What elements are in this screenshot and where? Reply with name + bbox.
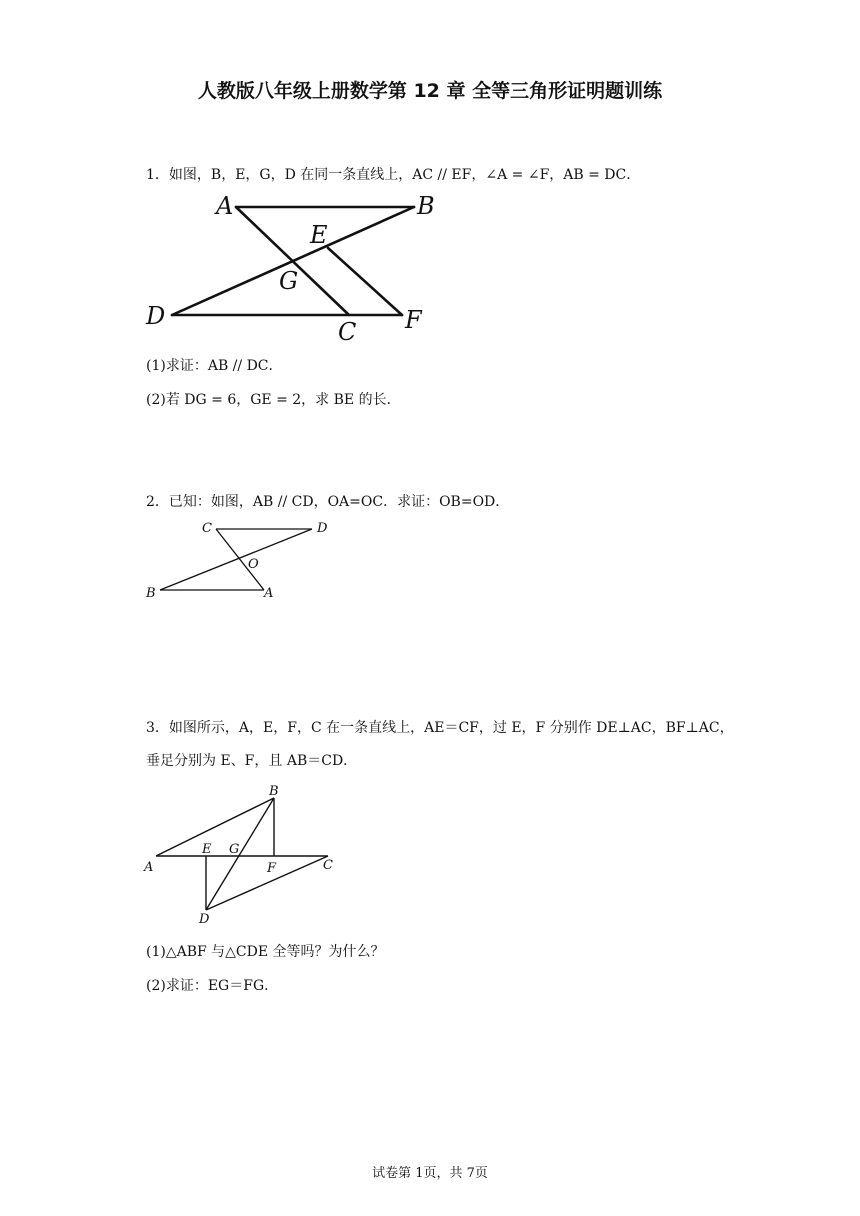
q2-label-d: D	[317, 521, 328, 536]
q2-label-c: C	[202, 521, 212, 536]
q2-label-a: A	[264, 586, 274, 601]
q1-label-b: B	[417, 192, 435, 220]
q2-label-o: O	[248, 557, 259, 572]
q3-label-g: G	[229, 842, 240, 857]
q3-label-f: F	[267, 861, 277, 876]
q3-part2: (2)求证：EG＝FG．	[146, 978, 279, 994]
q1-label-f: F	[405, 306, 422, 334]
q2-label-b: B	[146, 586, 156, 601]
q2-figure	[140, 515, 350, 610]
q1-part2: (2)若 DG = 6，GE = 2，求 BE 的长．	[146, 392, 401, 408]
q3-stem-line1: 3．如图所示，A，E，F，C 在一条直线上，AE＝CF，过 E，F 分别作 DE⊥AC，BF⊥AC，	[146, 720, 734, 736]
q1-label-a: A	[216, 192, 234, 220]
q3-label-b: B	[269, 784, 279, 799]
q3-label-d: D	[199, 912, 210, 927]
q2-segment-bd	[160, 529, 312, 590]
page-title: 人教版八年级上册数学第 12 章 全等三角形证明题训练	[197, 80, 663, 102]
q2-stem: 2．已知：如图，AB // CD，OA=OC．求证：OB=OD．	[146, 494, 510, 510]
page-footer: 试卷第 1页，共 7页	[372, 1166, 488, 1181]
q1-stem: 1．如图，B，E，G，D 在同一条直线上，AC // EF，∠A = ∠F，AB = DC．	[146, 167, 641, 183]
q1-figure	[140, 188, 440, 348]
q1-label-e: E	[310, 221, 328, 249]
q3-label-c: C	[323, 858, 333, 873]
q3-label-a: A	[144, 860, 154, 875]
q3-figure	[140, 780, 350, 928]
q1-label-g: G	[279, 267, 299, 295]
q3-stem-line2: 垂足分别为 E、F，且 AB＝CD．	[146, 753, 358, 769]
q1-part1: (1)求证：AB // DC．	[146, 358, 283, 374]
q3-part1: (1)△ABF 与△CDE 全等吗？为什么？	[146, 944, 385, 960]
q3-label-e: E	[202, 842, 212, 857]
q1-segment-db	[172, 207, 414, 315]
q1-label-c: C	[338, 318, 357, 346]
q1-label-d: D	[146, 302, 166, 330]
